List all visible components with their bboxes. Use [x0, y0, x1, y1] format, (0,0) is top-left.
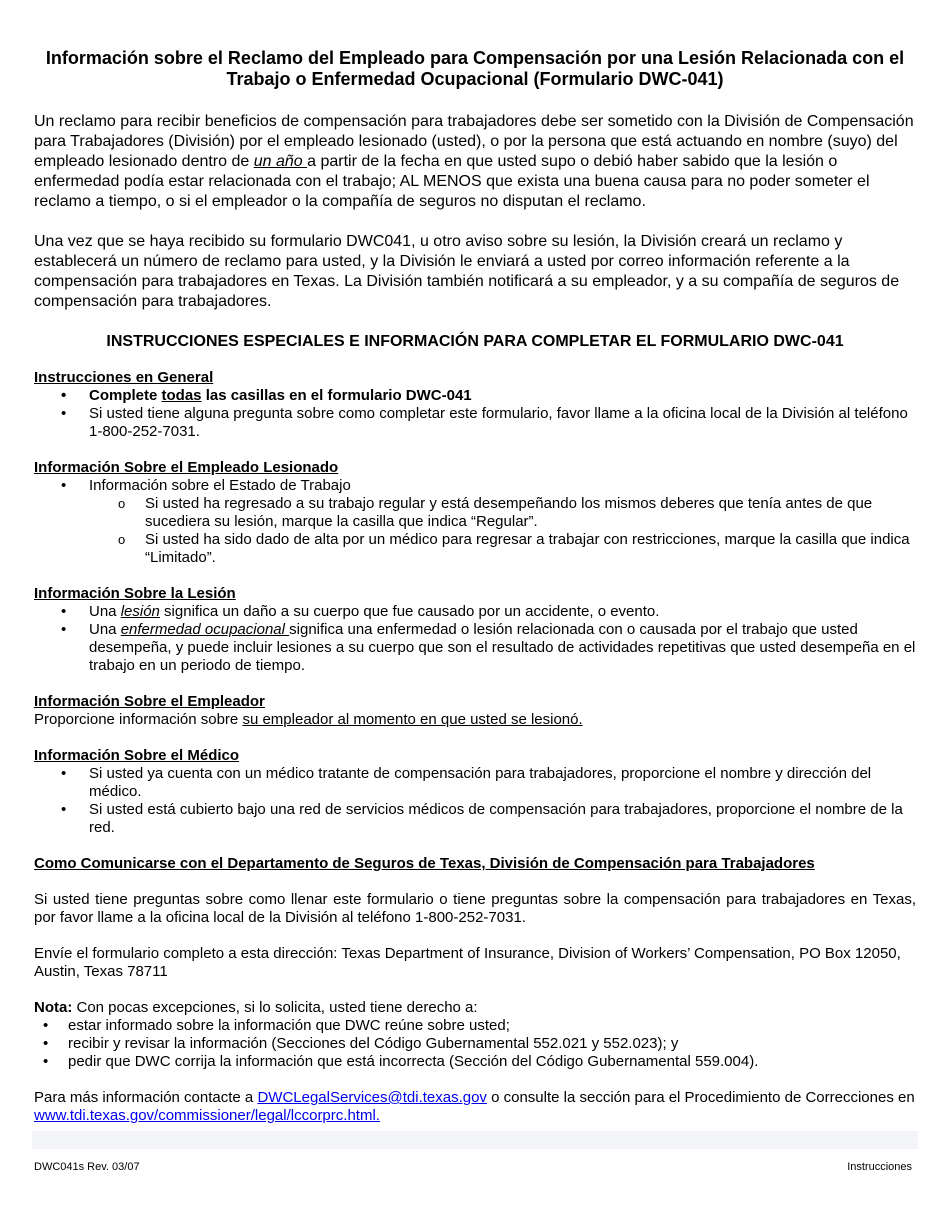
item-text: Una — [89, 603, 121, 620]
employee-sublist — [34, 495, 916, 567]
email-link[interactable]: DWCLegalServices@tdi.texas.gov — [257, 1089, 487, 1106]
more-info-paragraph — [34, 1089, 916, 1125]
list-item: • Si usted está cubierto bajo una red de servicios médicos de compensación para trabajadores, proporcione el nombre de la red. — [34, 801, 916, 837]
item-text: las casillas en el formulario DWC-041 — [201, 387, 472, 404]
employer-text-a: Proporcione información sobre — [34, 711, 243, 728]
note-label: Nota: — [34, 999, 73, 1016]
general-heading: Instrucciones en General — [34, 369, 214, 386]
injury-heading: Información Sobre la Lesión — [34, 585, 236, 602]
sub-list-item: o Si usted ha regresado a su trabajo regular y está desempeñando los mismos deberes que tenía antes de que sucediera su lesión, marque la casilla que indica “Regular”. — [34, 495, 916, 531]
employee-heading: Información Sobre el Empleado Lesionado — [34, 459, 339, 476]
employer-heading: Información Sobre el Empleador — [34, 693, 265, 710]
list-item — [34, 603, 916, 621]
doctor-heading: Información Sobre el Médico — [34, 747, 240, 764]
list-item — [34, 621, 916, 675]
note-text: Con pocas excepciones, si lo solicita, usted tiene derecho a: — [72, 999, 478, 1016]
list-item: • Si usted tiene alguna pregunta sobre como completar este formulario, favor llame a la oficina local de la División al teléfono 1-800-252-7031. — [34, 405, 916, 441]
intro-paragraph-1 — [34, 112, 916, 212]
employer-text-b: su empleador al momento en que usted se lesionó. — [242, 711, 583, 728]
contact-paragraph: Si usted tiene preguntas sobre como llenar este formulario o tiene preguntas sobre la compensación para trabajadores en Texas, por favor llame a la oficina local de la División al teléfono 1-800-252-7031. — [34, 891, 916, 926]
mailing-address-paragraph: Envíe el formulario completo a esta dirección: Texas Department of Insurance, Division of Workers’ Compensation, PO Box 12050, Austin, Texas 78711 — [34, 945, 901, 980]
intro-emphasis: un año — [253, 153, 308, 170]
item-emphasis: enfermedad ocupacional — [120, 621, 290, 638]
corrections-url-link[interactable]: www.tdi.texas.gov/commissioner/legal/lccorprc.html. — [34, 1107, 380, 1124]
list-item — [34, 387, 916, 405]
injury-list — [34, 603, 916, 675]
list-item: • pedir que DWC corrija la información que está incorrecta (Sección del Código Gubernamental 559.004). — [34, 1053, 916, 1071]
employee-list — [34, 477, 916, 495]
contact-heading: Como Comunicarse con el Departamento de Seguros de Texas, División de Compensación para Trabajadores — [34, 855, 815, 872]
special-instructions-title: INSTRUCCIONES ESPECIALES E INFORMACIÓN PARA COMPLETAR EL FORMULARIO DWC-041 — [106, 333, 844, 350]
list-item: • estar informado sobre la información que DWC reúne sobre usted; — [34, 1017, 916, 1035]
item-text: significa una enfermedad o lesión relacionada con o causada por el trabajo que usted desempeña, y puede incluir lesiones a su cuerpo que son el resultado de actividades repetitivas que usted desempeña en el trabajo en un periodo de tiempo. — [89, 621, 916, 674]
item-emphasis: todas — [161, 387, 202, 404]
item-emphasis: lesión — [120, 603, 160, 620]
item-text: Una — [89, 621, 121, 638]
item-text: significa un daño a su cuerpo que fue causado por un accidente, o evento. — [159, 603, 660, 620]
footer-band — [32, 1131, 918, 1149]
item-text: Complete — [89, 387, 162, 404]
rights-list — [34, 1017, 916, 1071]
list-item: • recibir y revisar la información (Secciones del Código Gubernamental 552.021 y 552.023); y — [34, 1035, 916, 1053]
list-item: • Si usted ya cuenta con un médico tratante de compensación para trabajadores, proporcione el nombre y dirección del médico. — [34, 765, 916, 801]
list-item: • Información sobre el Estado de Trabajo — [34, 477, 916, 495]
document-page — [34, 48, 916, 1125]
more-info-text-cont: o consulte la sección para el Procedimiento de Correcciones en — [486, 1089, 915, 1106]
form-revision-label: DWC041s Rev. 03/07 — [34, 1161, 140, 1173]
more-info-text: Para más información contacte a — [34, 1089, 258, 1106]
sub-list-item: o Si usted ha sido dado de alta por un médico para regresar a trabajar con restricciones, marque la casilla que indica “Limitado”. — [34, 531, 916, 567]
general-list — [34, 387, 916, 441]
intro-text: Un reclamo para recibir beneficios de compensación para trabajadores debe ser sometido con la División de Compensación para Trabajadores (División) por el empleado lesionado (usted), o por la persona que está actuando en nombre (suyo) del empleado lesionado dentro de — [34, 113, 914, 170]
note-paragraph — [34, 999, 916, 1017]
intro-paragraph-2: Una vez que se haya recibido su formulario DWC041, u otro aviso sobre su lesión, la División creará un reclamo y establecerá un número de reclamo para usted, y la División le enviará a usted por correo información referente a la compensación para trabajadores en Texas. La División también notificará a su empleador, y a su compañía de seguros de compensación para trabajadores. — [34, 233, 900, 310]
intro-text-cont: a partir de la fecha en que usted supo o debió haber sabido que la lesión o enfermedad podía estar relacionada con el trabajo; AL MENOS que exista una buena causa para no poder someter el reclamo a tiempo, o si el empleador o la compañía de seguros no disputan el reclamo. — [34, 153, 870, 210]
page-label: Instrucciones — [847, 1161, 912, 1173]
doctor-list — [34, 765, 916, 837]
page-title: Información sobre el Reclamo del Empleado para Compensación por una Lesión Relacionada con el Trabajo o Enfermedad Ocupacional (Formulario DWC-041) — [45, 48, 905, 89]
employer-text — [34, 711, 916, 729]
